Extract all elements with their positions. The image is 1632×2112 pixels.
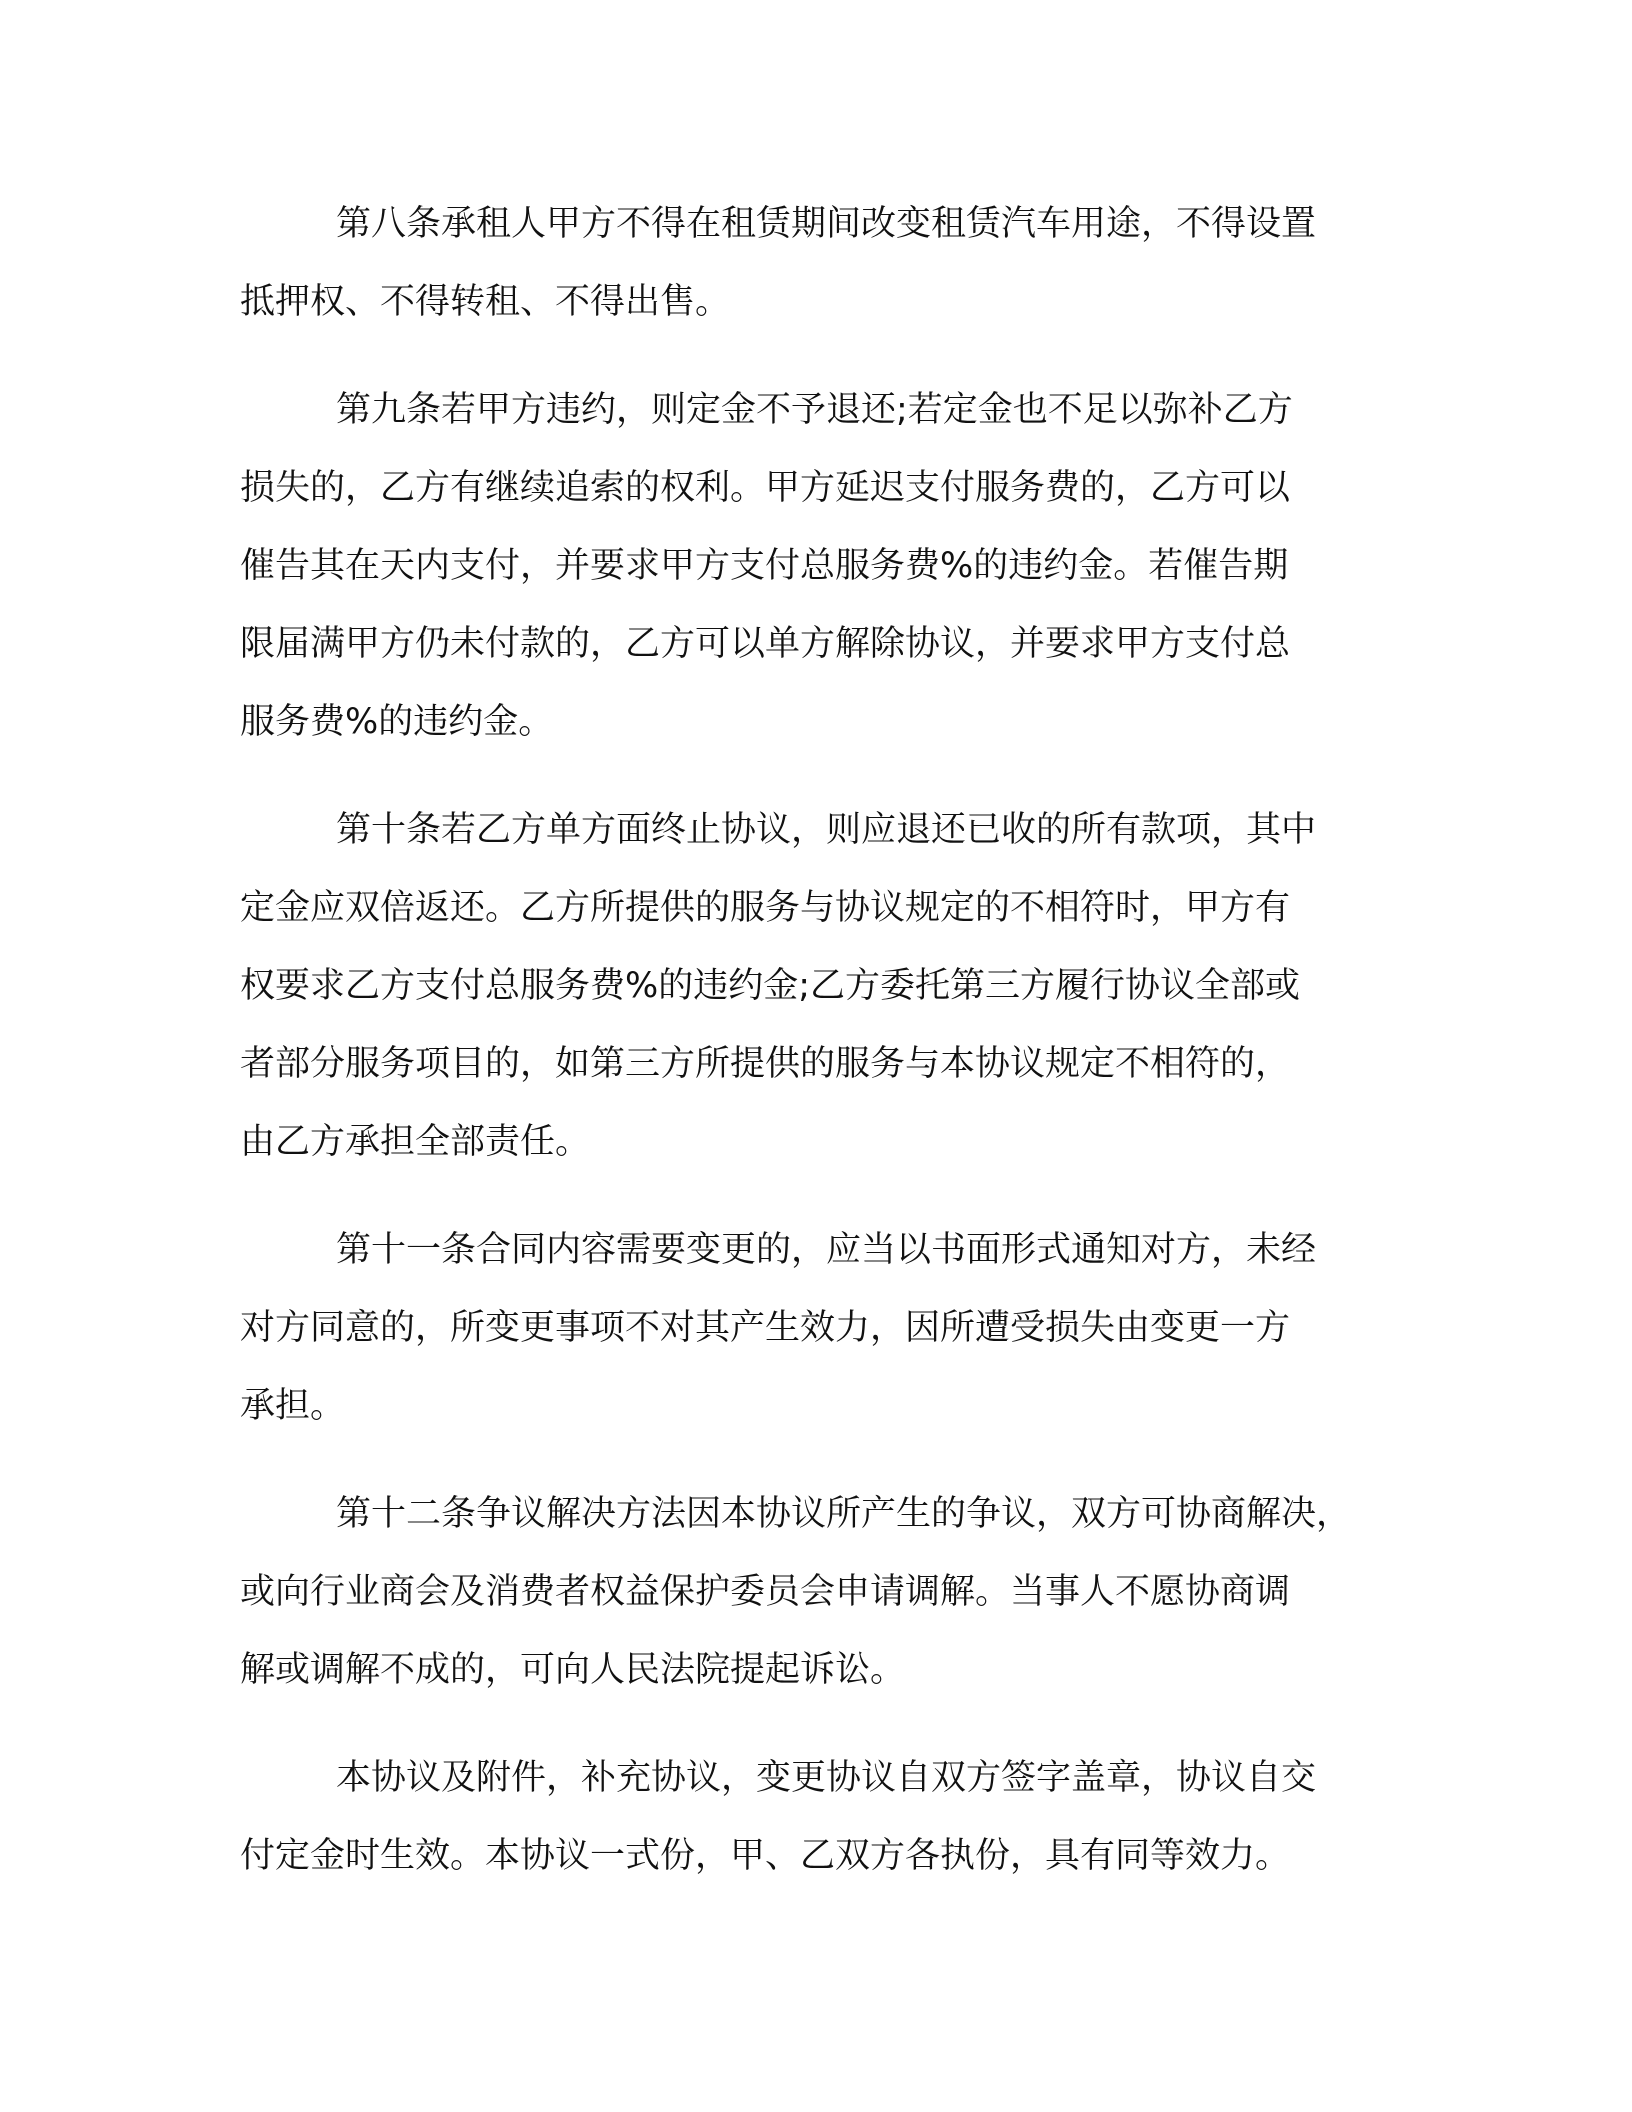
document-body: [240, 185, 1400, 1925]
text-line: 者部分服务项目的，如第三方所提供的服务与本协议规定不相符的，: [240, 1044, 1291, 1084]
text-line: 第九条若甲方违约，则定金不予退还;若定金也不足以弥补乙方: [336, 390, 1293, 430]
text-line: 催告其在天内支付，并要求甲方支付总服务费%的违约金。若催告期: [240, 546, 1289, 586]
paragraph-article-8: [240, 185, 1400, 341]
text-line: 本协议及附件，补充协议，变更协议自双方签字盖章，协议自交: [336, 1758, 1317, 1798]
text-line: 抵押权、不得转租、不得出售。: [240, 282, 731, 322]
text-line: 损失的，乙方有继续追索的权利。甲方延迟支付服务费的，乙方可以: [240, 468, 1291, 508]
paragraph-article-9: [240, 371, 1400, 761]
paragraph-article-11: [240, 1211, 1400, 1445]
paragraph-article-10: [240, 791, 1400, 1181]
paragraph-article-12: [240, 1475, 1400, 1709]
text-line: 由乙方承担全部责任。: [240, 1122, 591, 1162]
text-line: 第十条若乙方单方面终止协议，则应退还已收的所有款项，其中: [336, 810, 1317, 850]
text-line: 第八条承租人甲方不得在租赁期间改变租赁汽车用途，不得设置: [336, 204, 1317, 244]
text-line: 承担。: [240, 1386, 346, 1426]
text-line: 对方同意的，所变更事项不对其产生效力，因所遭受损失由变更一方: [240, 1308, 1291, 1348]
text-line: 解或调解不成的，可向人民法院提起诉讼。: [240, 1650, 906, 1690]
paragraph-effectiveness: [240, 1739, 1400, 1895]
text-line: 第十二条争议解决方法因本协议所产生的争议，双方可协商解决，: [336, 1494, 1352, 1534]
text-line: 服务费%的违约金。: [240, 702, 554, 742]
text-line: 权要求乙方支付总服务费%的违约金;乙方委托第三方履行协议全部或: [240, 966, 1301, 1006]
text-line: 定金应双倍返还。乙方所提供的服务与协议规定的不相符时，甲方有: [240, 888, 1291, 928]
text-line: 或向行业商会及消费者权益保护委员会申请调解。当事人不愿协商调: [240, 1572, 1291, 1612]
text-line: 付定金时生效。本协议一式份，甲、乙双方各执份，具有同等效力。: [240, 1836, 1291, 1876]
text-line: 限届满甲方仍未付款的，乙方可以单方解除协议，并要求甲方支付总: [240, 624, 1291, 664]
text-line: 第十一条合同内容需要变更的，应当以书面形式通知对方，未经: [336, 1230, 1317, 1270]
